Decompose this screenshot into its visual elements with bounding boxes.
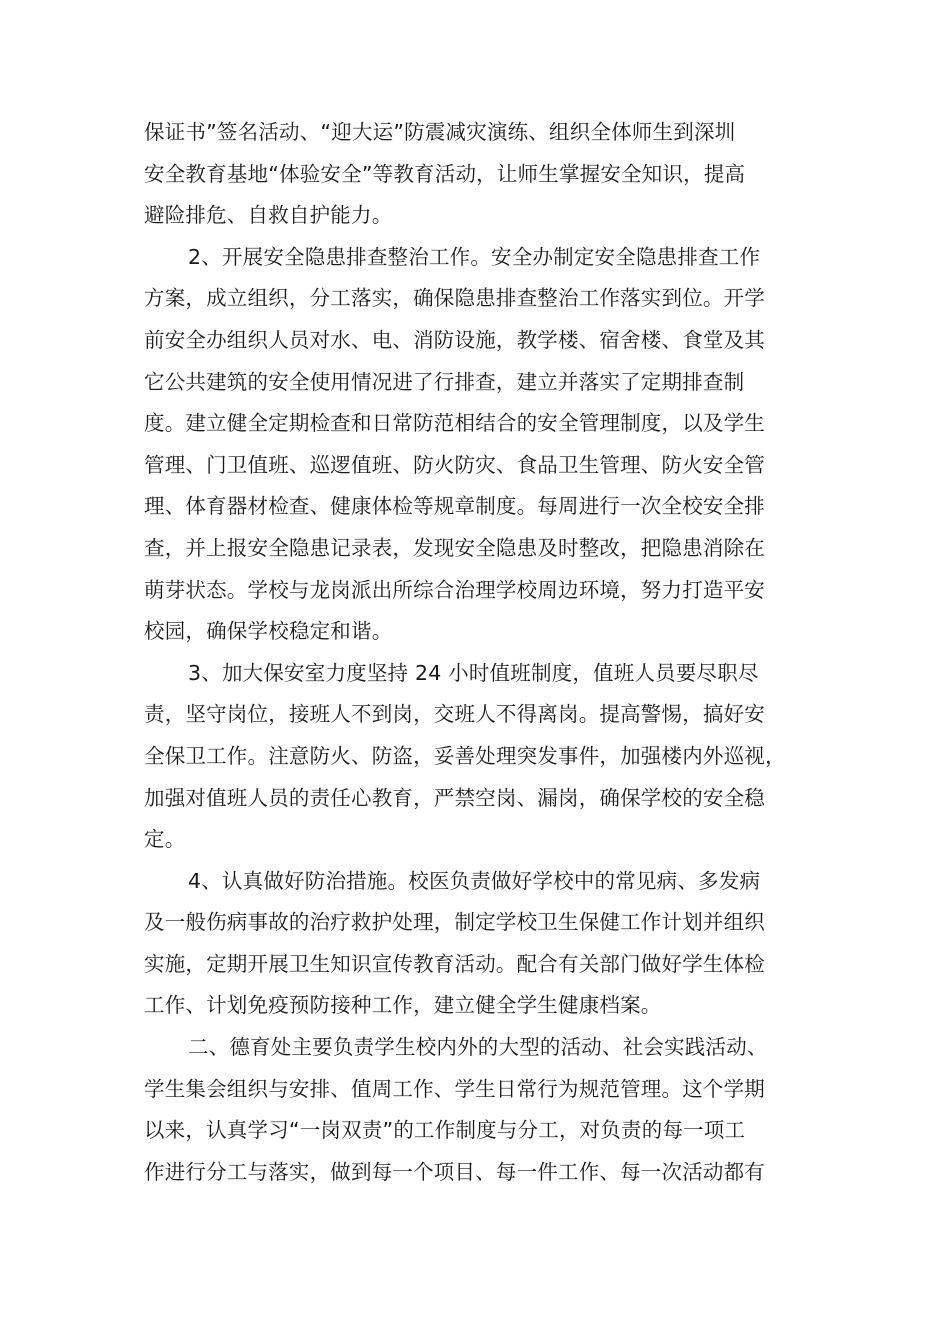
paragraph-first-line: 4、认真做好防治措施。校医负责做好学校中的常见病、多发病 [188, 868, 761, 893]
paragraph-first-line: 2、开展安全隐患排查整治工作。安全办制定安全隐患排查工作 [188, 244, 761, 269]
text-line: 避险排危、自救自护能力。 [144, 203, 393, 228]
text-line: 加强对值班人员的责任心教育，严禁空岗、漏岗，确保学校的安全稳 [144, 785, 765, 810]
text-line: 前安全办组织人员对水、电、消防设施，教学楼、宿舍楼、食堂及其 [144, 327, 765, 352]
text-line: 它公共建筑的安全使用情况进了行排查，建立并落实了定期排查制 [144, 369, 745, 394]
text-line: 定。 [144, 827, 186, 852]
text-line: 管理、门卫值班、巡逻值班、防火防灾、食品卫生管理、防火安全管 [144, 452, 765, 477]
text-line: 以来，认真学习“一岗双责”的工作制度与分工，对负责的每一项工 [144, 1118, 746, 1143]
paragraph-first-line: 二、德育处主要负责学生校内外的大型的活动、社会实践活动、 [188, 1035, 768, 1060]
text-line: 实施，定期开展卫生知识宣传教育活动。配合有关部门做好学生体检 [144, 951, 765, 976]
text-line: 安全教育基地“体验安全”等教育活动，让师生掌握安全知识，提高 [144, 161, 746, 186]
text-line: 及一般伤病事故的治疗救护处理，制定学校卫生保健工作计划并组织 [144, 910, 765, 935]
text-line: 工作、计划免疫预防接种工作，建立健全学生健康档案。 [144, 993, 662, 1018]
text-line: 校园，确保学校稳定和谐。 [144, 619, 393, 644]
text-line: 学生集会组织与安排、值周工作、学生日常行为规范管理。这个学期 [144, 1076, 765, 1101]
text-line: 全保卫工作。注意防火、防盗，妥善处理突发事件，加强楼内外巡视， [144, 743, 786, 768]
text-line: 保证书”签名活动、“迎大运”防震减灾演练、组织全体师生到深圳 [144, 120, 736, 144]
text-line: 理、体育器材检查、健康体检等规章制度。每周进行一次全校安全排 [144, 494, 765, 519]
text-line: 查，并上报安全隐患记录表，发现安全隐患及时整改，把隐患消除在 [144, 535, 765, 560]
text-line: 作进行分工与落实，做到每一个项目、每一件工作、每一次活动都有 [144, 1159, 765, 1184]
text-line: 度。建立健全定期检查和日常防范相结合的安全管理制度，以及学生 [144, 411, 765, 436]
text-line: 责，坚守岗位，接班人不到岗，交班人不得离岗。提高警惕，搞好安 [144, 702, 765, 727]
text-line: 方案，成立组织，分工落实，确保隐患排查整治工作落实到位。开学 [144, 286, 765, 311]
text-line: 萌芽状态。学校与龙岗派出所综合治理学校周边环境，努力打造平安 [144, 577, 765, 602]
body-text [144, 112, 810, 1193]
paragraph-first-line: 3、加大保安室力度坚持 24 小时值班制度，值班人员要尽职尽 [188, 660, 759, 685]
